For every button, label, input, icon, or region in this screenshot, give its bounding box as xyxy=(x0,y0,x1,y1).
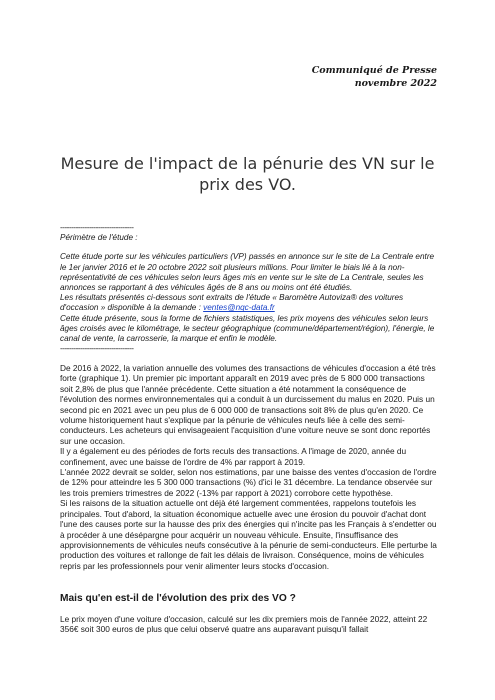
scope-paragraph-3: Cette étude présente, sous la forme de fichiers statistiques, les prix moyens des véhicules selon leurs âges croisés avec le kilométrage, le secteur géographique (commune/département/région), l'énergie, le canal de vente, la carrosserie, la marque et enfin le modèle. xyxy=(60,313,435,344)
sales-email-link[interactable]: ventes@nqc-data.fr xyxy=(203,303,275,313)
section-heading-prices: Mais qu'en est-il de l'évolution des prix des VO ? xyxy=(60,593,296,604)
study-scope-box xyxy=(60,223,440,354)
section-prices-text xyxy=(60,614,440,635)
document-title: Mesure de l'impact de la pénurie des VN sur le prix des VO. xyxy=(60,154,435,194)
body-paragraph-2: Il y a également eu des périodes de forts reculs des transactions. A l'image de 2020, année du confinement, avec une baisse de l'ordre de 4% par rapport à 2019. xyxy=(60,446,407,467)
press-header-date: novembre 2022 xyxy=(354,78,437,89)
body-paragraph-4: Si les raisons de la situation actuelle ont déjà été largement commentées, rappelons toutefois les principales. Tout d'abord, la situation économique actuelle avec une érosion du pouvoir d'achat dont l'une des causes porte sur la hausse des prix des énergies qui n'incite pas les Français à s'endetter ou à procéder à une désépargne pour acquérir un nouveau véhicule. Ensuite, l'insuffisance des approvisionnements de véhicules neufs consécutive à la pénurie de semi-conducteurs. Elle perturbe la production des voitures et rallonge de fait les délais de livraison. Conséquence, moins de véhicules repris par les professionnels pour venir alimenter leurs stocks d'occasion. xyxy=(60,498,437,571)
scope-heading: Périmètre de l'étude : xyxy=(60,233,138,243)
body-paragraph-3: L'année 2022 devrait se solder, selon nos estimations, par une baisse des ventes d'occasion de l'ordre de 12% pour atteindre les 5 300 000 transactions (%) d'ici le 31 décembre. La tendance observée sur les trois premiers trimestres de 2022 (-13% par rapport à 2021) corrobore cette hypothèse. xyxy=(60,467,437,498)
press-header xyxy=(312,64,437,90)
scope-paragraph-2-text: Les résultats présentés ci-dessous sont extraits de l'étude « Baromètre Autoviza® des voitures d'occasion » disponible à la demande : xyxy=(60,293,404,313)
scope-paragraph-1: Cette étude porte sur les véhicules particuliers (VP) passés en annonce sur le site de La Centrale entre le 1er janvier 2016 et le 20 octobre 2022 soit plusieurs millions. Pour limiter le biais lié à la non-représentativité de ces véhicules selon leurs âges mis en vente sur le site de La Centrale, seules les annonces se rapportant à des véhicules âgés de 8 ans ou moins ont été étudiés. xyxy=(60,252,435,293)
body-paragraph-1: De 2016 à 2022, la variation annuelle des volumes des transactions de véhicules d'occasion a été très forte (graphique 1). Un premier pic important apparaît en 2019 avec près de 5 800 000 transactions soit 2,8% de plus que l'année précédente. Cette situation a été notamment la conséquence de l'évolution des normes environnementales qui a conduit à un durcissement du malus en 2020. Puis un second pic en 2021 avec un peu plus de 6 000 000 de transactions soit 8% de plus qu'en 2020. Ce volume historiquement haut s'explique par la pénurie de véhicules neufs liée à celle des semi-conducteurs. Les acheteurs qui envisageaient l'acquisition d'une voiture neuve se sont donc reportés sur une occasion. xyxy=(60,363,436,446)
scope-paragraph-2 xyxy=(60,293,440,313)
prices-paragraph-1: Le prix moyen d'une voiture d'occasion, calculé sur les dix premiers mois de l'année 2022, atteint 22 356€ soit 300 euros de plus que celui observé quatre ans auparavant puisqu'il fallait xyxy=(60,614,428,635)
scope-rule-top: --------------------------------- xyxy=(60,223,134,232)
body-text xyxy=(60,363,440,571)
scope-rule-bottom: --------------------------------- xyxy=(60,344,134,354)
press-header-label: Communiqué de Presse xyxy=(311,65,437,76)
